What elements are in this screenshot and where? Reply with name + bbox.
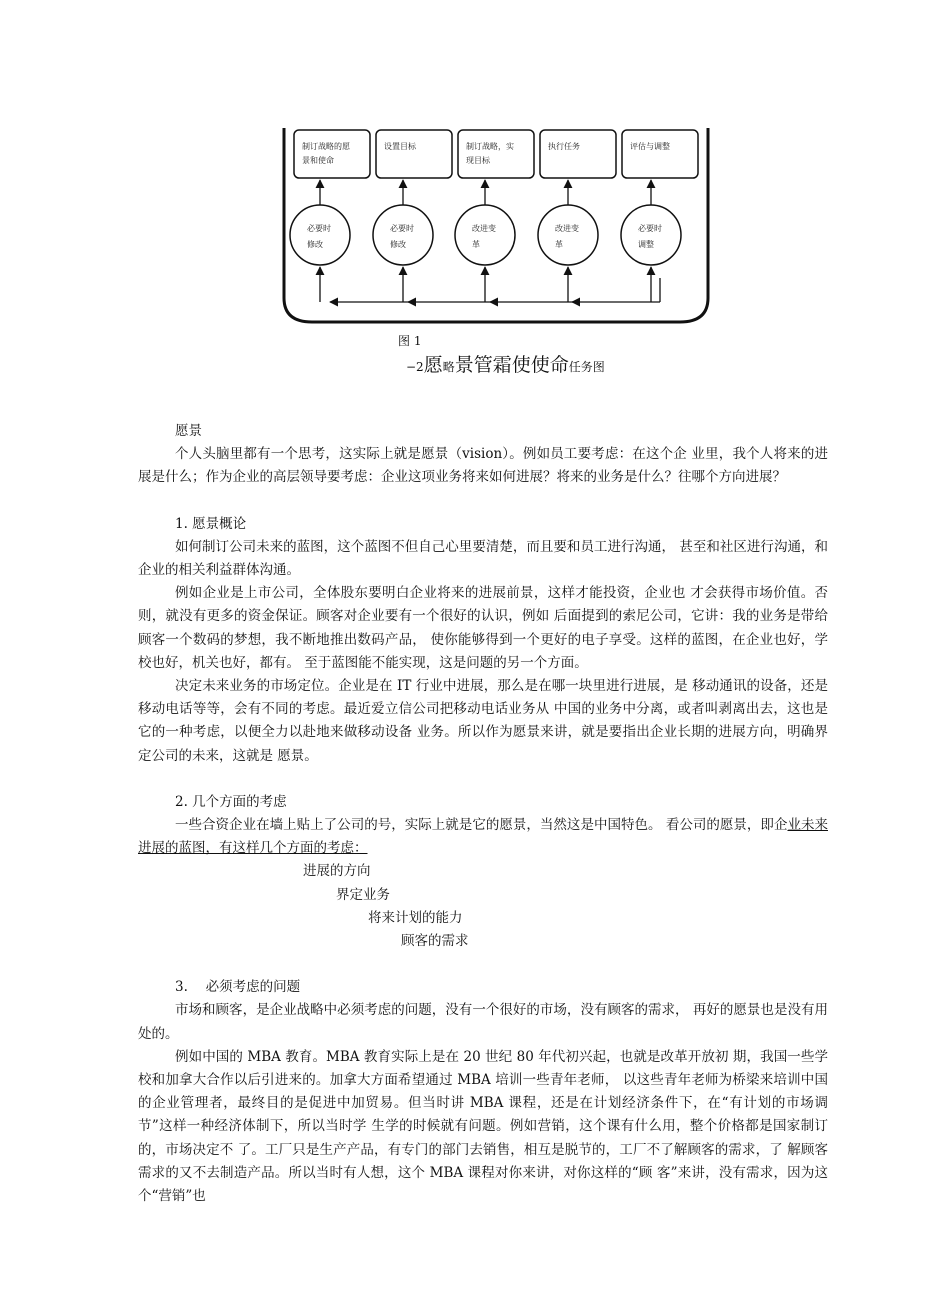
list-item: 顾客的需求 [401, 933, 469, 950]
list-item: 将来计划的能力 [368, 909, 463, 926]
paragraph: 一些合资企业在墙上贴上了公司的号，实际上就是它的愿景，当然这是中国特色。 看公司的愿景，即企业未来进展的蓝图，有这样几个方面的考虑： [138, 817, 828, 857]
paragraph: 例如中国的 MBA 教育。MBA 教育实际上是在 20 世纪 80 年代初兴起，也就是改革开放初 期，我国一些学校和加拿大合作以后引进来的。加拿大方面希望通过 MBA 培训一些青年老师， 以这些青年老师为桥梁来培训中国的企业管理者，最终目的是促进中加贸易。但当时讲 MBA 课程，还是在计划经济条件下，在“有计划的市场调节”这样一种经济体制下，所以当时学 生学的时候就有问题。例如营销，这个课有什么用，整个价格都是国家制订的，市场决定不 了。工厂只是生产产品，有专门的部门去销售，相互是脱节的，工厂不了解顾客的需求，了 解顾客需求的又不去制造产品。所以当时有人想，这个 MBA 课程对你来讲，对你这样的“顾 客”来讲，没有需求，因为这个“营销”也 [138, 1048, 828, 1205]
diagram-circle-label: 修改 [307, 240, 323, 249]
diagram-box [458, 130, 534, 178]
diagram-box-label: 现目标 [466, 156, 490, 165]
diagram-circle-label: 改进变 [472, 224, 496, 233]
diagram-circle-label: 必要时 [390, 224, 414, 233]
diagram-circle-label: 修改 [390, 240, 406, 249]
diagram-box [540, 130, 616, 178]
diagram-box-label: 设置目标 [384, 142, 416, 151]
figure-caption-title: −2愿略景管霜使使命任务图 [406, 354, 605, 376]
diagram-box [376, 130, 452, 178]
diagram-circle-label: 革 [555, 240, 563, 249]
heading-3: 3. 必须考虑的问题 [175, 979, 301, 996]
diagram-circle [538, 205, 598, 265]
paragraph: 个人头脑里都有一个思考，这实际上就是愿景（vision）。例如员工要考虑：在这个企 业里，我个人将来的进展是什么；作为企业的高层领导要考虑：企业这项业务将来如何进展？将来的业务是什么？往哪个方向进展？ [138, 446, 828, 486]
diagram-circle [621, 205, 681, 265]
diagram-box-label: 制订战略的愿 [302, 142, 350, 151]
heading-1: 1. 愿景概论 [175, 515, 247, 532]
paragraph: 如何制订公司未来的蓝图，这个蓝图不但自己心里要清楚，而且要和员工进行沟通， 甚至和社区进行沟通，和企业的相关利益群体沟通。 [138, 538, 828, 579]
paragraph: 例如企业是上市公司，全体股东要明白企业将来的进展前景，这样才能投资，企业也 才会获得市场价值。否则，就没有更多的资金保证。顾客对企业要有一个很好的认识，例如 后面提到的索尼公司，它讲：我的业务是带给顾客一个数码的梦想，我不断地推出数码产品， 使你能够得到一个更好的电子享受。这样的蓝图，在企业也好，学校也好，机关也好，都有。 至于蓝图能不能实现，这是问题的另一个方面。 [138, 585, 828, 671]
figure-caption-number: 图 1 [398, 334, 422, 348]
diagram-circle-label: 必要时 [638, 224, 662, 233]
diagram-box-label: 景和使命 [302, 156, 334, 165]
section-title: 愿景 [175, 423, 202, 439]
diagram-circle [455, 205, 515, 265]
diagram-box-label: 制订战略，实 [466, 142, 514, 151]
document-body [138, 420, 828, 1208]
diagram-box-label: 评估与调整 [630, 142, 670, 151]
list-item: 界定业务 [336, 886, 390, 903]
list-item: 进展的方向 [303, 863, 371, 880]
diagram-circle-label: 调整 [638, 240, 654, 249]
diagram-circle-label: 改进变 [555, 224, 579, 233]
diagram-box-label: 执行任务 [548, 142, 580, 151]
diagram-circle-label: 革 [472, 240, 480, 249]
diagram-circle [373, 205, 433, 265]
strategy-process-diagram [276, 126, 716, 330]
diagram-box [294, 130, 370, 178]
paragraph: 决定未来业务的市场定位。企业是在 IT 行业中进展，那么是在哪一块里进行进展，是 移动通讯的设备，还是移动电话等等，会有不同的考虑。最近爱立信公司把移动电话业务从 中国的业务中分离，或者叫剥离出去，这也是它的一种考虑，以便全力以赴地来做移动设备 业务。所以作为愿景来讲，就是要指出企业长期的进展方向，明确界定公司的未来，这就是 愿景。 [138, 678, 828, 764]
paragraph: 市场和顾客，是企业战略中必须考虑的问题，没有一个很好的市场，没有顾客的需求， 再好的愿景也是没有用处的。 [138, 1002, 828, 1042]
diagram-circle-label: 必要时 [307, 224, 331, 233]
heading-2: 2. 几个方面的考虑 [175, 793, 287, 810]
diagram-circle [290, 205, 350, 265]
diagram-box [622, 130, 698, 178]
